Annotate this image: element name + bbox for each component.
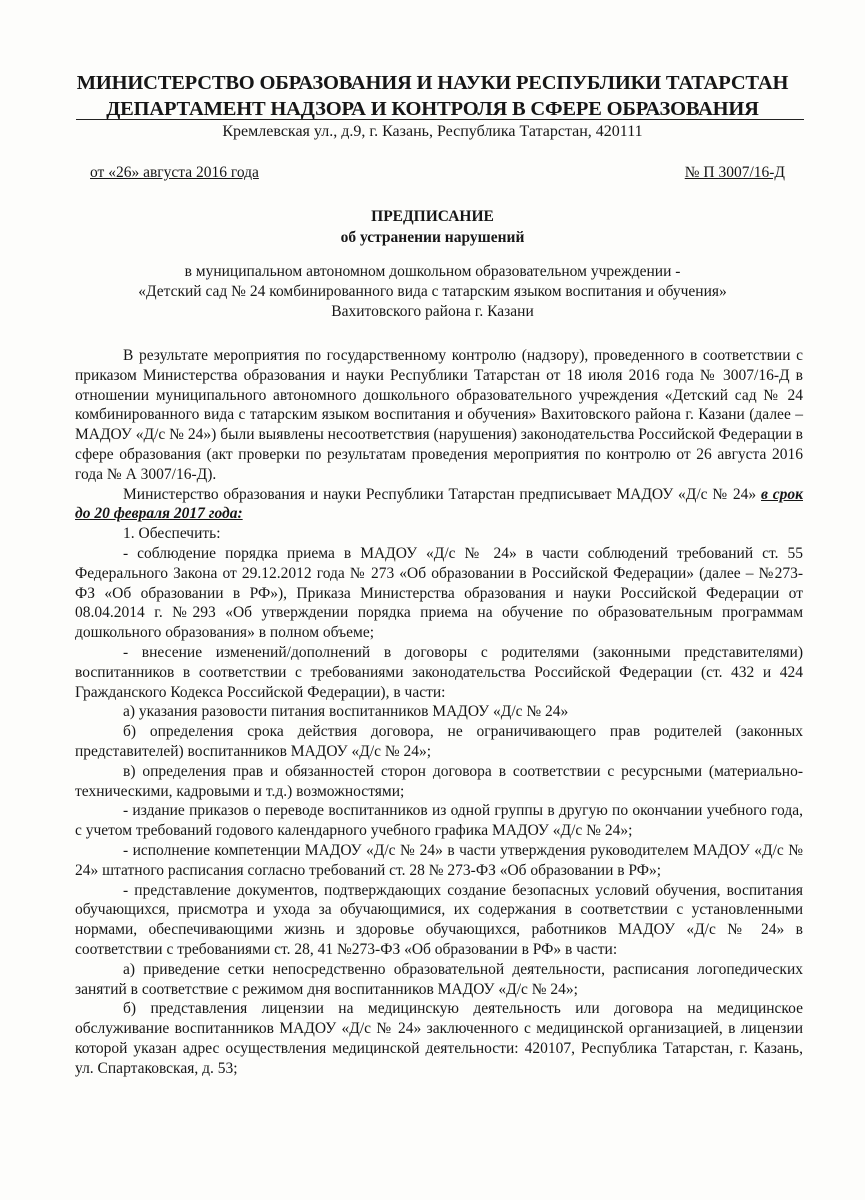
paragraph-ensure: 1. Обеспечить: — [123, 525, 221, 543]
paragraph-prescription — [75, 485, 803, 525]
paragraph-item-a: а) указания разовости питания воспитанников МАДОУ «Д/с № 24» — [123, 703, 569, 721]
prescription-text: Министерство образования и науки Республики Татарстан предписывает МАДОУ «Д/с № 24» — [123, 485, 762, 503]
paragraph-safety-b: б) представления лицензии на медицинскую деятельность или договора на медицинское обслуживание воспитанников МАДОУ «Д/с № 24» заключенного с медицинской организацией, в лицензии которой указан адрес осуществления медицинской деятельности: 420107, Республика Татарстан, г. Казань, ул. Спартаковская, д. 53; — [75, 1000, 803, 1077]
document-body — [75, 346, 803, 1078]
paragraph-safety-documents: - представление документов, подтверждающих создание безопасных условий обучения, воспитания обучающихся, присмотра и ухода за обучающимися, их содержания в соответствии с установленными нормами, обеспечивающими жизнь и здоровье обучающихся, работников МАДОУ «Д/с № 24» в соответствии с требованиями ст. 28, 41 №273-ФЗ «Об образовании в РФ» в части: — [75, 881, 803, 958]
paragraph-item-b: б) определения срока действия договора, не ограничивающего прав родителей (законных представителей) воспитанников МАДОУ «Д/с № 24»; — [75, 723, 803, 760]
deadline-text: в срок до 20 февраля 2017 года: — [75, 485, 803, 523]
document-date: от «26» августа 2016 года — [90, 164, 259, 181]
paragraph-staffing: - исполнение компетенции МАДОУ «Д/с № 24» в части утверждения руководителем МАДОУ «Д/с № 24» штатного расписания согласно требований ст. 28 № 273-ФЗ «Об образовании в РФ»; — [75, 841, 803, 879]
title-main: ПРЕДПИСАНИЕ — [371, 208, 494, 225]
institution-block — [0, 262, 865, 322]
ministry-address: Кремлевская ул., д.9, г. Казань, Республика Татарстан, 420111 — [222, 123, 643, 140]
title-sub: об устранении нарушений — [340, 229, 525, 246]
institution-line-2: «Детский сад № 24 комбинированного вида с татарским языком воспитания и обучения» — [138, 283, 727, 300]
department-name: ДЕПАРТАМЕНТ НАДЗОРА И КОНТРОЛЯ В СФЕРЕ ОБРАЗОВАНИЯ — [106, 98, 759, 120]
paragraph-findings: В результате мероприятия по государственному контролю (надзору), проведенного в соответствии с приказом Министерства образования и науки Республики Татарстан от 18 июля 2016 года № 3007/16-Д в отношении муниципального автономного дошкольного образовательного учреждения «Детский сад № 24 комбинированного вида с татарским языком воспитания и обучения» Вахитовского района г. Казани (далее – МАДОУ «Д/с № 24») были выявлены несоответствия (нарушения) законодательства Российской Федерации в сфере образования (акт проверки по результатам проведения мероприятия по контролю от 26 августа 2016 года № А 3007/16-Д). — [75, 347, 803, 483]
ministry-name: МИНИСТЕРСТВО ОБРАЗОВАНИЯ И НАУКИ РЕСПУБЛИКИ ТАТАРСТАН — [76, 72, 789, 94]
paragraph-transfer-orders: - издание приказов о переводе воспитанников из одной группы в другую по окончании учебного года, с учетом требований годового календарного учебного графика МАДОУ «Д/с № 24»; — [75, 802, 803, 840]
institution-line-1: в муниципальном автономном дошкольном образовательном учреждении - — [184, 263, 681, 280]
paragraph-item-v: в) определения прав и обязанностей сторон договора в соответствии с ресурсными (материально-техническими, кадровыми и т.д.) возможностями; — [75, 762, 803, 800]
paragraph-admission: - соблюдение порядка приема в МАДОУ «Д/с № 24» в части соблюдений требований ст. 55 Федерального Закона от 29.12.2012 года № 273 «Об образовании в Российской Федерации» (далее – №273-ФЗ «Об образовании в РФ»), Приказа Министерства образования и науки Российской Федерации от 08.04.2014 г. №293 «Об утверждении порядка приема на обучение по образовательным программам дошкольного образования» в полном объеме; — [75, 544, 803, 642]
document-number: № П 3007/16-Д — [684, 164, 785, 181]
header-divider — [76, 119, 804, 120]
document-title — [0, 206, 865, 248]
paragraph-contracts: - внесение изменений/дополнений в договоры с родителями (законными представителями) воспитанников в соответствии с требованиями законодательства Российской Федерации (ст. 432 и 424 Гражданского Кодекса Российской Федерации), в части: — [75, 643, 803, 701]
letterhead — [0, 70, 865, 122]
institution-line-3: Вахитовского района г. Казани — [331, 303, 534, 320]
paragraph-safety-a: а) приведение сетки непосредственно образовательной деятельности, расписания логопедических занятий в соответствие с режимом дня воспитанников МАДОУ «Д/с № 24»; — [75, 960, 803, 998]
